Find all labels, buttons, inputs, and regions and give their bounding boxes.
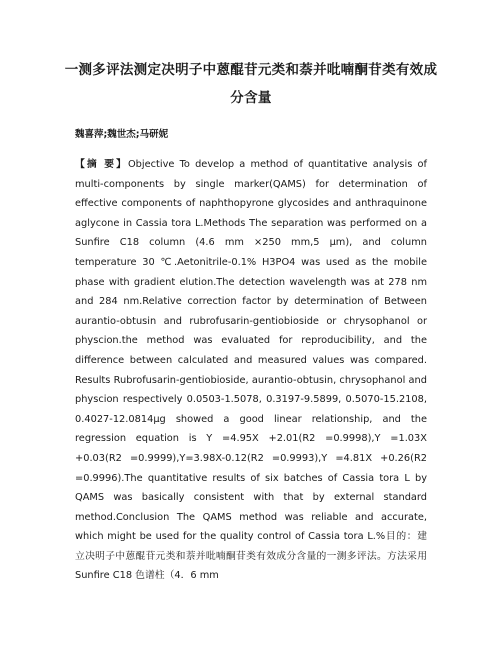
paper-title-line-1: 一测多评法测定决明子中蒽醌苷元类和萘并吡喃酮苷类有效成 (64, 62, 438, 78)
paper-title-line-2: 分含量 (230, 90, 272, 106)
abstract (75, 155, 427, 586)
abstract-label: 【摘 要】 (75, 159, 128, 170)
abstract-text: Objective To develop a method of quantitative analysis of multi-components by single marker(QAMS) for determination of effective components of naphthopyrone glycosides and anthraquinone aglycone in Cassia tora L.Methods The separation was performed on a Sunfire C18 column (4.6 mm ×250 mm,5 μm), and column temperature 30 ℃.Aetonitrile-0.1% H3PO4 was used as the mobile phase with gradient elution.The detection wavelength was at 278 nm and 284 nm.Relative correction factor by determination of Between aurantio-obtusin and rubrofusarin-gentiobioside or chrysophanol or physcion.the method was evaluated for reproducibility, and the difference between calculated and measured values was compared. Results Rubrofusarin-gentiobioside, aurantio-obtusin, chrysophanol and physcion respectively 0.0503-1.5078, 0.3197-9.5899, 0.5070-15.2108, 0.4027-12.0814μg showed a good linear relationship, and the regression equation is Y =4.95X +2.01(R2 =0.9998),Y =1.03X +0.03(R2 =0.9999),Y=3.98X-0.12(R2 =0.9993),Y =4.81X +0.26(R2 =0.9996).The quantitative results of six batches of Cassia tora L by QAMS was basically consistent with that by external standard method.Conclusion The QAMS method was reliable and accurate, which might be used for the quality control of Cassia tora L.%目的：建立决明子中蒽醌苷元类和萘并吡喃酮苷类有效成分含量的一测多评法。方法采用 Sunfire C18 色谱柱（4．6 mm (75, 159, 427, 582)
author-list: 魏喜萍;魏世杰;马研妮 (75, 129, 169, 140)
